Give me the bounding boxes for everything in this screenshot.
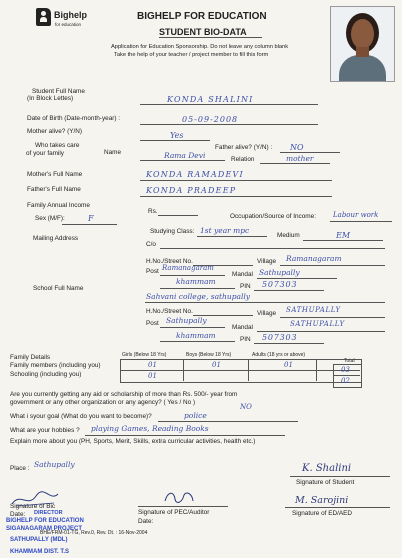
hobbies-answer: playing Games, Reading Books xyxy=(91,424,209,433)
school-post-value: Sathupally xyxy=(166,316,207,325)
school-village-label: Village xyxy=(257,310,277,317)
mailing-address-label: Mailing Address xyxy=(33,235,79,242)
student-photo xyxy=(330,6,395,82)
dob-label: Date of Birth (Date-month-year) : xyxy=(27,115,121,122)
mail-village-value: Ramanagaram xyxy=(286,254,342,263)
student-signature-label: Signature of Student xyxy=(296,479,355,486)
school-name-value: Sahvani college, sathupally xyxy=(146,292,251,301)
family-adults: 01 xyxy=(284,361,293,369)
who-takes-care-label: Who takes care xyxy=(35,142,80,149)
post-label: Post xyxy=(146,268,159,275)
book-icon xyxy=(36,8,51,26)
mail-post-value: Ramanagaram xyxy=(162,264,214,272)
studying-class-value: 1st year mpc xyxy=(200,226,250,235)
caretaker-name-value: Rama Devi xyxy=(164,151,206,160)
hno-street-label: H.No./Street No. xyxy=(146,258,193,265)
ed-signature-label: Signature of ED/AED xyxy=(292,510,353,517)
of-your-family-label: of your family xyxy=(26,150,65,157)
pec-signature-label: Signature of PEC/Auditor xyxy=(138,509,210,516)
income-label: Family Annual Income xyxy=(27,202,90,209)
village-label: Village xyxy=(257,258,277,265)
full-name-value: KONDA SHALINI xyxy=(167,95,254,104)
sex-value: F xyxy=(88,214,94,223)
school-district-value: khammam xyxy=(176,331,216,340)
stamp-line-4: SATHUPALLY (MDL) xyxy=(10,537,68,543)
col-girls-header: Girls (Below 18 Yrs) xyxy=(122,352,167,358)
family-boys: 01 xyxy=(212,361,221,369)
stamp-line-3: SIGANAGARAM PROJECT xyxy=(6,526,83,532)
director-signature-scribble xyxy=(10,488,60,510)
mandal-label: Mandal xyxy=(232,271,253,278)
school-name-label: School Full Name xyxy=(33,285,84,292)
goal-question: What i syour goal (What do you want to become)? xyxy=(10,413,152,420)
stamp-line-5: KHAMMAM DIST. T.S xyxy=(10,549,69,555)
goal-answer: police xyxy=(184,411,207,420)
mail-district-value: khammam xyxy=(176,277,216,286)
occupation-value: Labour work xyxy=(333,211,379,219)
place-value: Sathupally xyxy=(34,460,75,469)
mail-mandal-value: Sathupally xyxy=(259,268,300,277)
mother-alive-value: Yes xyxy=(170,131,184,140)
org-title: BIGHELP FOR EDUCATION xyxy=(137,11,267,22)
scholarship-question-2: government or any other organization or any agency? ( Yes / No ) xyxy=(10,399,196,406)
col-boys-header: Boys (Below 18 Yrs) xyxy=(186,352,232,358)
family-details-label: Family Details xyxy=(10,354,51,361)
father-name-label: Father's Full Name xyxy=(27,186,81,193)
block-letters-label: (In Block Lettes) xyxy=(27,95,74,102)
stamp-line-1: DIRECTOR xyxy=(34,510,63,516)
student-signature: K. Shalini xyxy=(302,463,352,474)
father-alive-value: NO xyxy=(290,143,304,152)
place-label: Place : xyxy=(10,465,30,472)
scholarship-question-1: Are you currently getting any aid or scholarship of more than Rs. 500/- year from xyxy=(10,391,238,398)
mail-pin-value: 507303 xyxy=(262,280,298,289)
stamp-line-2: BIGHELP FOR EDUCATION xyxy=(6,518,84,524)
brand-tagline: for education xyxy=(55,22,82,27)
sex-label: Sex (M/F): xyxy=(35,215,65,222)
hobbies-question: What are your hobbies ? xyxy=(10,427,80,434)
mother-name-label: Mother's Full Name xyxy=(27,171,83,178)
name-label: Name xyxy=(104,149,122,156)
school-mandal-label: Mandal xyxy=(232,324,253,331)
medium-label: Medium xyxy=(277,232,300,239)
full-name-label: Student Full Name xyxy=(32,88,85,95)
dob-value: 05-09-2008 xyxy=(182,115,239,124)
occupation-label: Occupation/Source of Income: xyxy=(230,213,316,220)
father-alive-label: Father alive? (Y/N) : xyxy=(215,144,273,151)
instruction-2: Take the help of your teacher / project member to fill this form xyxy=(114,52,269,58)
school-pin-label: PIN xyxy=(240,336,251,343)
rs-label: Rs. xyxy=(148,208,158,215)
pec-signature-scribble xyxy=(162,489,196,507)
school-pin-value: 507303 xyxy=(262,333,298,342)
pec-date-label: Date: xyxy=(138,518,154,525)
family-girls: 01 xyxy=(148,361,157,369)
co-label: C/o xyxy=(146,241,156,248)
mother-alive-label: Mother alive? (Y/N) xyxy=(27,128,83,135)
col-adults-header: Adults (18 yrs or above) xyxy=(252,352,306,358)
schooling-girls: 01 xyxy=(148,372,157,380)
school-village-value: SATHUPALLY xyxy=(286,306,341,314)
director-signature-label: Signature of Bic xyxy=(10,503,56,510)
medium-value: EM xyxy=(336,231,351,240)
school-mandal-value: SATHUPALLY xyxy=(290,320,345,328)
scholarship-answer: NO xyxy=(240,403,252,411)
col-total-header: Total xyxy=(344,358,355,364)
footer-code: BHE/FRM-01-TG, Rev.0, Rev. Dt. : 16-Nov-2004 xyxy=(40,530,148,536)
form-title: STUDENT BIO-DATA xyxy=(159,27,247,37)
family-total: 03 xyxy=(341,366,350,374)
ed-signature: M. Sarojini xyxy=(295,495,349,506)
logo xyxy=(36,8,96,30)
studying-class-label: Studying Class: xyxy=(150,228,195,235)
pin-label: PIN xyxy=(240,283,251,290)
school-post-label: Post xyxy=(146,320,159,327)
school-hno-street-label: H.No./Street No. xyxy=(146,308,193,315)
instruction-1: Application for Education Sponsorship. Do not leave any column blank xyxy=(111,44,289,50)
family-members-label: Family members (including you) xyxy=(10,362,101,369)
director-date-label: Date: xyxy=(10,511,26,518)
father-name-value: KONDA PRADEEP xyxy=(146,186,237,195)
mother-name-value: KONDA RAMADEVI xyxy=(146,170,244,179)
relation-label: Relation xyxy=(231,156,255,163)
schooling-total: 02 xyxy=(341,377,350,385)
brand-name: Bighelp xyxy=(54,10,87,20)
schooling-label: Schooling (including you) xyxy=(10,371,82,378)
caretaker-relation-value: mother xyxy=(286,154,314,163)
explain-label: Explain more about you (PH, Sports, Merit, Skills, extra curricular activities, health etc.) xyxy=(10,438,256,445)
